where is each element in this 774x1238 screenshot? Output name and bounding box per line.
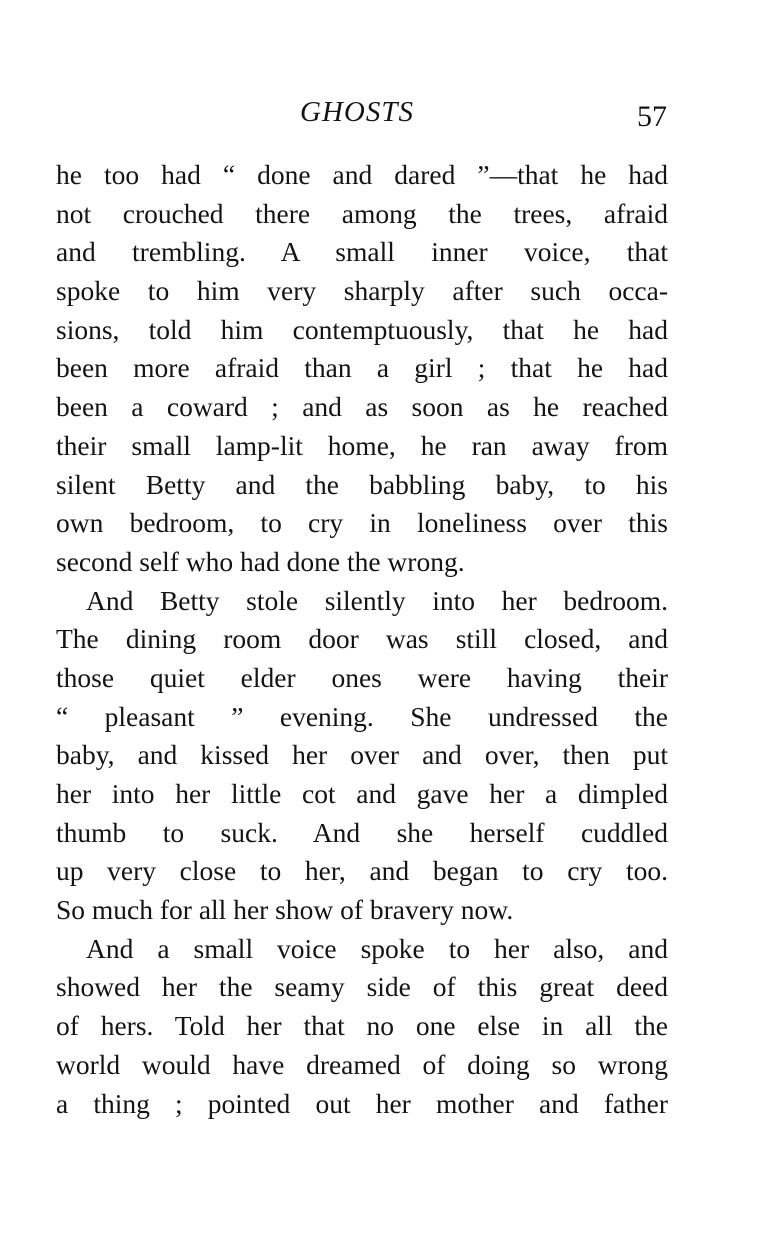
text-line: been a coward ; and as soon as he reached	[56, 391, 668, 423]
text-line: second self who had done the wrong.	[56, 545, 465, 577]
text-line: her into her little cot and gave her a dimpled	[56, 778, 668, 809]
body-text	[56, 156, 668, 1123]
text-line: he too had “ done and dared ”—that he had	[56, 159, 668, 190]
text-line: a thing ; pointed out her mother and father	[56, 1087, 668, 1119]
text-line: own bedroom, to cry in loneliness over this	[56, 507, 668, 539]
text-line: So much for all her show of bravery now.	[56, 894, 514, 926]
text-line: baby, and kissed her over and over, then put	[56, 739, 668, 771]
text-line: spoke to him very sharply after such occa-	[56, 275, 668, 307]
text-line: those quiet elder ones were having their	[56, 661, 668, 693]
text-line: sions, told him contemptuously, that he had	[56, 313, 668, 345]
text-line: and trembling. A small inner voice, that	[56, 236, 668, 268]
text-line: their small lamp-lit home, he ran away from	[56, 429, 668, 461]
text-line: been more afraid than a girl ; that he had	[56, 352, 668, 384]
text-line: up very close to her, and began to cry too.	[56, 855, 668, 887]
running-title: GHOSTS	[300, 96, 414, 128]
page-header	[0, 96, 774, 136]
text-line: of hers. Told her that no one else in all the	[56, 1010, 668, 1042]
page-number: 57	[637, 100, 667, 133]
text-line: world would have dreamed of doing so wrong	[56, 1048, 668, 1080]
text-line: showed her the seamy side of this great deed	[56, 971, 668, 1003]
text-line: And a small voice spoke to her also, and	[86, 932, 668, 964]
text-line: thumb to suck. And she herself cuddled	[56, 816, 668, 848]
text-line: And Betty stole silently into her bedroom.	[86, 584, 668, 616]
text-line: “ pleasant ” evening. She undressed the	[56, 700, 668, 732]
text-line: The dining room door was still closed, and	[56, 623, 668, 655]
text-line: silent Betty and the babbling baby, to his	[56, 468, 668, 500]
text-line: not crouched there among the trees, afraid	[56, 197, 668, 229]
